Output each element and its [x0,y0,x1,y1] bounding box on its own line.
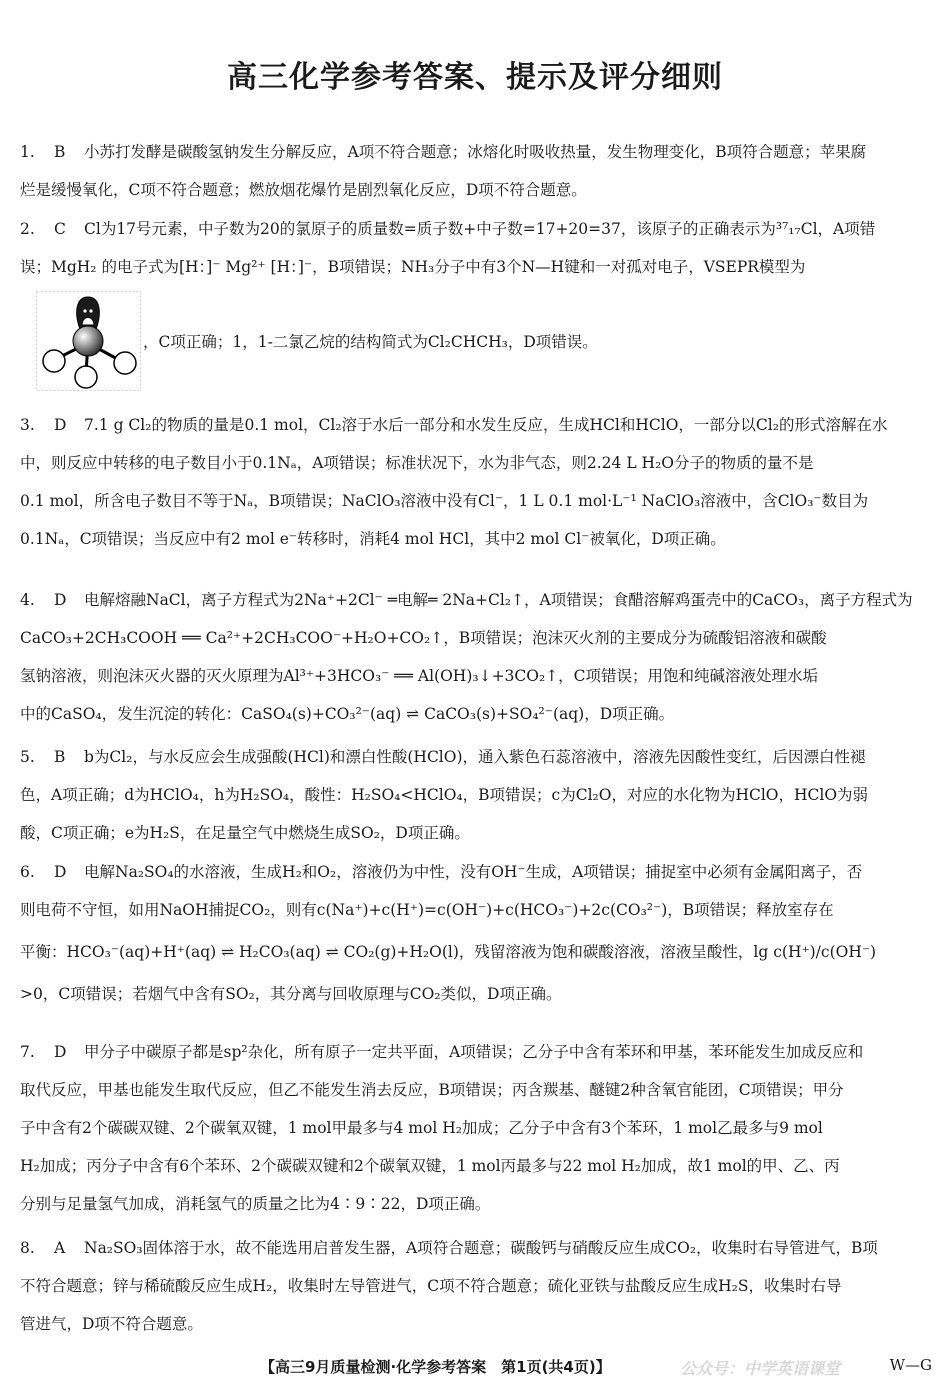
question-number: 2. [20,220,35,238]
answer-letter: A [54,1239,66,1257]
answer-item-2 [20,210,932,396]
explanation-line: 中的CaSO₄，发生沉淀的转化：CaSO₄(s)+CO₃²⁻(aq) ⇌ CaCO₃(s)+SO₄²⁻(aq)，D项正确。 [20,705,675,723]
answer-letter: D [54,863,67,881]
explanation-line: 取代反应，甲基也能发生取代反应，但乙不能发生消去反应，B项错误；丙含羰基、醚键2种含氧官能团，C项错误；甲分 [20,1081,844,1099]
question-number: 4. [20,591,35,609]
page-title: 高三化学参考答案、提示及评分细则 [227,60,723,95]
question-number: 5. [20,748,35,766]
explanation-line: 0.1Nₐ，C项错误；当反应中有2 mol e⁻转移时，消耗4 mol HCl，其中2 mol Cl⁻被氧化，D项正确。 [20,530,726,548]
explanation-line: 甲分子中碳原子都是sp²杂化，所有原子一定共平面，A项错误；乙分子中含有苯环和甲基，苯环能发生加成反应和 [84,1043,864,1061]
explanation-line: 小苏打发酵是碳酸氢钠发生分解反应，A项不符合题意；冰熔化时吸收热量，发生物理变化，B项符合题意；苹果腐 [84,143,867,161]
explanation-line: 0.1 mol，所含电子数目不等于Nₐ，B项错误；NaClO₃溶液中没有Cl⁻，1 L 0.1 mol·L⁻¹ NaClO₃溶液中，含ClO₃⁻数目为 [20,492,869,510]
explanation-line: 电解Na₂SO₄的水溶液，生成H₂和O₂，溶液仍为中性，没有OH⁻生成，A项错误；捕捉室中必须有金属阳离子，否 [84,863,863,881]
explanation-line: 酸，C项正确；e为H₂S，在足量空气中燃烧生成SO₂，D项正确。 [20,824,470,842]
answer-letter: B [54,748,66,766]
footer-code: W—G [889,1356,932,1374]
explanation-line: 分别与足量氢气加成，消耗氢气的质量之比为4∶9∶22，D项正确。 [20,1195,491,1213]
answer-item-7 [20,1033,932,1223]
answer-item-6 [20,853,932,1013]
explanation-line: 7.1 g Cl₂的物质的量是0.1 mol，Cl₂溶于水后一部分和水发生反应，生成HCl和HClO，一部分以Cl₂的形式溶解在水 [84,416,888,434]
answer-letter: D [54,1043,67,1061]
explanation-line: 不符合题意；锌与稀硫酸反应生成H₂，收集时左导管进气，C项不符合题意；硫化亚铁与盐酸反应生成H₂S，收集时右导 [20,1277,842,1295]
answer-item-8 [20,1229,932,1343]
explanation-line: 管进气，D项不符合题意。 [20,1315,203,1333]
vsepr-model-figure [36,291,141,391]
answer-item-1 [20,133,932,209]
explanation-line: CaCO₃+2CH₃COOH ══ Ca²⁺+2CH₃COO⁻+H₂O+CO₂↑，B项错误；泡沫灭火剂的主要成分为硫酸铝溶液和碳酸 [20,629,827,647]
explanation-line: H₂加成；丙分子中含有6个苯环、2个碳碳双键和2个碳氧双键，1 mol丙最多与22 mol H₂加成，故1 mol的甲、乙、丙 [20,1157,840,1175]
question-number: 3. [20,416,35,434]
question-number: 1. [20,143,35,161]
page-footer [0,1352,950,1382]
question-number: 6. [20,863,35,881]
explanation-line: 电解熔融NaCl，离子方程式为2Na⁺+2Cl⁻ ═电解═ 2Na+Cl₂↑，A项错误；食醋溶解鸡蛋壳中的CaCO₃，离子方程式为 [84,591,913,609]
question-number: 7. [20,1043,35,1061]
explanation-line: >0，C项错误；若烟气中含有SO₂，其分离与回收原理与CO₂类似，D项正确。 [20,985,562,1003]
explanation-line: 色，A项正确；d为HClO₄，h为H₂SO₄，酸性：H₂SO₄<HClO₄，B项错误；c为Cl₂O，对应的水化物为HClO，HClO为弱 [20,786,869,804]
explanation-line: 烂是缓慢氧化，C项不符合题意；燃放烟花爆竹是剧烈氧化反应，D项不符合题意。 [20,181,587,199]
answer-item-5 [20,738,932,852]
explanation-line: ，C项正确；1，1-二氯乙烷的结构简式为Cl₂CHCH₃，D项错误。 [143,333,598,351]
question-number: 8. [20,1239,35,1257]
explanation-line: b为Cl₂，与水反应会生成强酸(HCl)和漂白性酸(HClO)，通入紫色石蕊溶液中，溶液先因酸性变红，后因漂白性褪 [84,748,866,766]
explanation-line: 误；MgH₂ 的电子式为[H：]⁻ Mg²⁺ [H：]⁻，B项错误；NH₃分子中有3个N—H键和一对孤对电子，VSEPR模型为 [20,258,806,276]
answer-letter: D [54,591,67,609]
explanation-line: 则电荷不守恒，如用NaOH捕捉CO₂，则有c(Na⁺)+c(H⁺)=c(OH⁻)+c(HCO₃⁻)+2c(CO₃²⁻)，B项错误；释放室存在 [20,901,834,919]
explanation-line: 子中含有2个碳碳双键、2个碳氧双键，1 mol甲最多与4 mol H₂加成；乙分子中含有3个苯环，1 mol乙最多与9 mol [20,1119,823,1137]
answer-item-4 [20,581,932,733]
explanation-line: 中，则反应中转移的电子数目小于0.1Nₐ，A项错误；标准状况下，水为非气态，则2.24 L H₂O分子的物质的量不是 [20,454,814,472]
explanation-line: 氢钠溶液，则泡沫灭火器的灭火原理为Al³⁺+3HCO₃⁻ ══ Al(OH)₃↓+3CO₂↑，C项错误；用饱和纯碱溶液处理水垢 [20,667,819,685]
explanation-line: Cl为17号元素，中子数为20的氯原子的质量数=质子数+中子数=17+20=37，该原子的正确表示为³⁷₁₇Cl，A项错 [84,220,876,238]
explanation-line: Na₂SO₃固体溶于水，故不能选用启普发生器，A项符合题意；碳酸钙与硝酸反应生成CO₂，收集时右导管进气，B项 [84,1239,878,1257]
explanation-line: 平衡：HCO₃⁻(aq)+H⁺(aq) ⇌ H₂CO₃(aq) ⇌ CO₂(g)+H₂O(l)，残留溶液为饱和碳酸溶液，溶液呈酸性，lg c(H⁺)/c(OH⁻) [20,943,877,961]
answer-letter: C [54,220,66,238]
answer-letter: D [54,416,67,434]
answer-letter: B [54,143,66,161]
answer-item-3 [20,406,932,558]
watermark: 公众号：中学英语课堂 [680,1359,841,1378]
footer-page-info: 【高三9月质量检测·化学参考答案 第1页(共4页)】 [260,1358,611,1376]
